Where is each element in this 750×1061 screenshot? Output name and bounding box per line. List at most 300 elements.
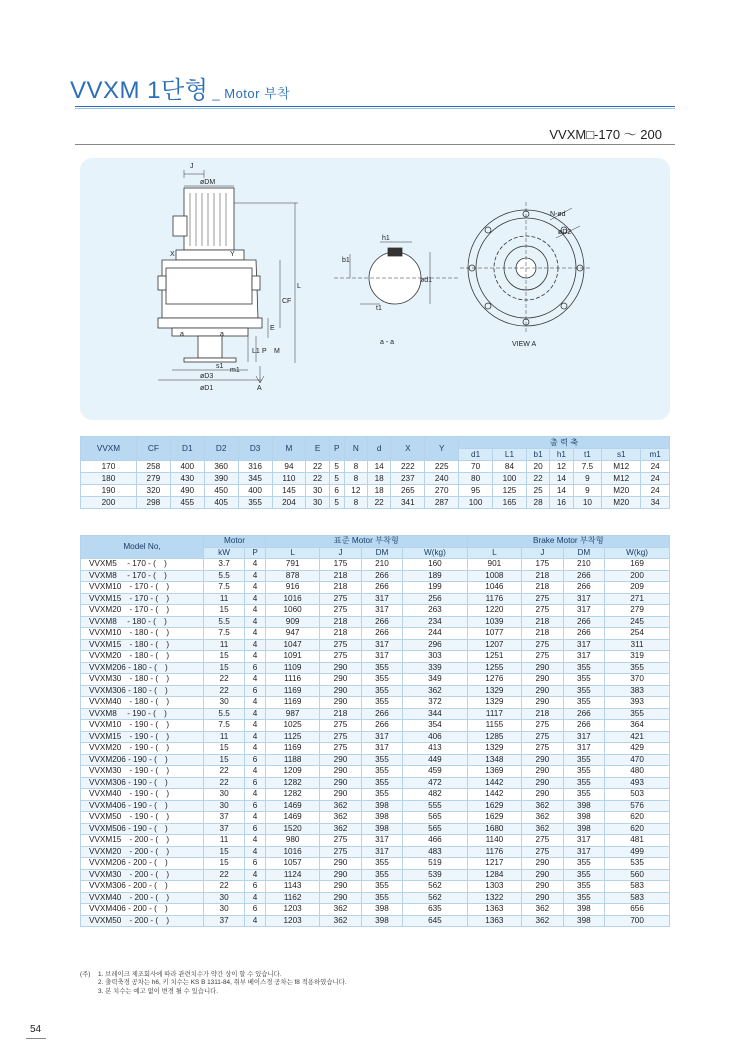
table-cell: 316: [238, 461, 272, 473]
table-cell: 30: [204, 892, 245, 904]
table-cell: 7.5: [204, 628, 245, 640]
dim-header-cell: CF: [136, 437, 170, 461]
dim-header-cell: D2: [204, 437, 238, 461]
table-cell: 290: [522, 869, 564, 881]
table-cell: 3.7: [204, 559, 245, 571]
model-table: [80, 535, 670, 927]
table-row: [81, 485, 670, 497]
note-line: 2. 출력축경 공차는 h6, 키 치수는 KS B 1311-84, 취부 베이스경 공차는 f8 적용하였습니다.: [98, 979, 347, 987]
table-cell: 362: [320, 812, 361, 824]
table-cell: 4: [245, 616, 266, 628]
table-cell: 355: [361, 685, 402, 697]
table-cell: 275: [522, 731, 564, 743]
table-cell: 22: [204, 685, 245, 697]
table-cell: 15: [204, 858, 245, 870]
table-cell: 1251: [467, 651, 521, 663]
page-title: [70, 70, 290, 105]
table-cell: 22: [306, 461, 329, 473]
shaft-col-header: h1: [550, 449, 573, 461]
table-cell: 290: [522, 777, 564, 789]
table-cell: 362: [522, 812, 564, 824]
model-name-cell: VVXM306 - 200 - ( ): [81, 881, 204, 893]
table-cell: 265: [391, 485, 425, 497]
table-cell: 1203: [265, 904, 319, 916]
table-row: [81, 869, 670, 881]
table-row: [81, 593, 670, 605]
note-line: 1. 브레이크 제조회사에 따라 관련치수가 약간 상이 할 수 있습니다.: [98, 971, 282, 978]
table-cell: 210: [361, 559, 402, 571]
terminal-box: [173, 216, 187, 236]
table-cell: 298: [136, 497, 170, 509]
table-cell: 354: [403, 720, 468, 732]
label-a-left: a: [180, 331, 184, 338]
table-cell: 180: [81, 473, 137, 485]
table-cell: 1469: [265, 812, 319, 824]
table-cell: 7.5: [204, 720, 245, 732]
table-cell: 355: [563, 777, 605, 789]
table-cell: 319: [605, 651, 670, 663]
table-cell: 204: [272, 497, 306, 509]
table-cell: 317: [361, 743, 402, 755]
series-label: VVXM□-170 ～ 200: [549, 127, 662, 142]
table-cell: 560: [605, 869, 670, 881]
model-name-cell: VVXM8 - 180 - ( ): [81, 616, 204, 628]
table-cell: 620: [605, 823, 670, 835]
table-cell: 413: [403, 743, 468, 755]
table-cell: 1363: [467, 904, 521, 916]
label-d1: ød1: [420, 277, 433, 284]
table-cell: 1303: [467, 881, 521, 893]
table-cell: 266: [563, 616, 605, 628]
table-cell: 275: [522, 846, 564, 858]
table-row: [81, 697, 670, 709]
table-cell: 279: [136, 473, 170, 485]
table-cell: 355: [563, 789, 605, 801]
table-cell: 275: [522, 835, 564, 847]
table-cell: 199: [403, 582, 468, 594]
table-cell: 355: [361, 662, 402, 674]
model-name-cell: VVXM306 - 190 - ( ): [81, 777, 204, 789]
table-cell: 429: [605, 743, 670, 755]
table-cell: 100: [493, 473, 527, 485]
label-D2: øD2: [558, 229, 572, 236]
table-cell: 218: [320, 628, 361, 640]
table-cell: 355: [563, 674, 605, 686]
table-cell: 30: [204, 789, 245, 801]
shaft-col-header: m1: [641, 449, 670, 461]
table-cell: 317: [563, 743, 605, 755]
dim-header-cell: d: [368, 437, 391, 461]
table-cell: 1629: [467, 800, 521, 812]
table-cell: 266: [361, 628, 402, 640]
table-cell: 9: [573, 485, 602, 497]
table-cell: 1155: [467, 720, 521, 732]
label-Nd: N-ød: [550, 211, 566, 218]
table-cell: 1109: [265, 662, 319, 674]
table-cell: 4: [245, 708, 266, 720]
table-cell: 95: [459, 485, 493, 497]
table-cell: 4: [245, 789, 266, 801]
table-cell: 218: [320, 570, 361, 582]
table-cell: 4: [245, 697, 266, 709]
table-cell: 275: [320, 593, 361, 605]
table-cell: 645: [403, 915, 468, 927]
table-row: [81, 731, 670, 743]
table-cell: 4: [245, 639, 266, 651]
table-cell: 1176: [467, 593, 521, 605]
table-cell: 270: [425, 485, 459, 497]
table-cell: 1016: [265, 593, 319, 605]
table-cell: 878: [265, 570, 319, 582]
table-row: [81, 570, 670, 582]
table-cell: 450: [204, 485, 238, 497]
table-cell: 37: [204, 823, 245, 835]
table-cell: 1363: [467, 915, 521, 927]
table-cell: 244: [403, 628, 468, 640]
table-cell: 393: [605, 697, 670, 709]
shaft-col-header: d1: [459, 449, 493, 461]
model-name-cell: VVXM40 - 200 - ( ): [81, 892, 204, 904]
model-name-cell: VVXM506 - 190 - ( ): [81, 823, 204, 835]
table-cell: 5: [329, 461, 344, 473]
notes-label: (주): [80, 971, 91, 978]
table-cell: 355: [361, 869, 402, 881]
table-row: [81, 639, 670, 651]
table-cell: 909: [265, 616, 319, 628]
table-row: [81, 754, 670, 766]
table-cell: 169: [605, 559, 670, 571]
table-cell: 535: [605, 858, 670, 870]
table-cell: 6: [245, 685, 266, 697]
table-cell: 360: [204, 461, 238, 473]
table-cell: 1203: [265, 915, 319, 927]
table-cell: 398: [563, 915, 605, 927]
table-cell: 190: [81, 485, 137, 497]
title-rule-light: [75, 108, 675, 109]
table-cell: 1209: [265, 766, 319, 778]
table-cell: 362: [320, 800, 361, 812]
model-name-cell: VVXM30 - 180 - ( ): [81, 674, 204, 686]
table-row: [81, 473, 670, 485]
table-cell: 503: [605, 789, 670, 801]
table-cell: 398: [361, 915, 402, 927]
model-sub-header: J: [320, 547, 361, 559]
table-cell: 9: [573, 473, 602, 485]
table-cell: 4: [245, 570, 266, 582]
table-cell: 1207: [467, 639, 521, 651]
table-cell: 317: [361, 639, 402, 651]
table-cell: 317: [563, 605, 605, 617]
label-h1: h1: [382, 235, 390, 242]
table-cell: 4: [245, 869, 266, 881]
table-cell: 20: [526, 461, 549, 473]
table-cell: 6: [245, 881, 266, 893]
table-cell: 10: [573, 497, 602, 509]
table-cell: 576: [605, 800, 670, 812]
drawing-svg: [80, 158, 670, 420]
table-cell: 1469: [265, 800, 319, 812]
table-cell: 37: [204, 915, 245, 927]
table-row: [81, 461, 670, 473]
table-cell: 555: [403, 800, 468, 812]
table-cell: 4: [245, 651, 266, 663]
table-cell: 218: [522, 708, 564, 720]
model-name-cell: VVXM15 - 190 - ( ): [81, 731, 204, 743]
table-row: [81, 743, 670, 755]
table-cell: 24: [641, 473, 670, 485]
table-row: [81, 497, 670, 509]
table-cell: 1125: [265, 731, 319, 743]
table-cell: 1285: [467, 731, 521, 743]
model-name-cell: VVXM206 - 180 - ( ): [81, 662, 204, 674]
table-cell: 189: [403, 570, 468, 582]
model-sub-header: DM: [361, 547, 402, 559]
page-title-sub: _ Motor 부착: [212, 86, 291, 101]
table-cell: 1255: [467, 662, 521, 674]
table-cell: 562: [403, 881, 468, 893]
output-shaft: [198, 336, 222, 358]
table-cell: 234: [403, 616, 468, 628]
table-cell: 290: [320, 766, 361, 778]
table-cell: 6: [245, 754, 266, 766]
table-row: [81, 881, 670, 893]
table-cell: 275: [522, 639, 564, 651]
table-cell: 372: [403, 697, 468, 709]
table-cell: 1629: [467, 812, 521, 824]
model-sub-header: P: [245, 547, 266, 559]
table-row: [81, 846, 670, 858]
table-cell: 22: [204, 674, 245, 686]
model-name-cell: VVXM406 - 190 - ( ): [81, 800, 204, 812]
table-cell: 317: [361, 593, 402, 605]
table-cell: 12: [550, 461, 573, 473]
footnotes: [80, 971, 347, 996]
table-cell: 30: [204, 904, 245, 916]
table-cell: 266: [361, 570, 402, 582]
model-sub-header: L: [265, 547, 319, 559]
table-cell: 28: [526, 497, 549, 509]
table-cell: 1140: [467, 835, 521, 847]
model-name-cell: VVXM20 - 190 - ( ): [81, 743, 204, 755]
table-cell: 22: [204, 777, 245, 789]
label-m1: m1: [230, 367, 240, 374]
table-cell: 266: [563, 720, 605, 732]
table-cell: 355: [605, 662, 670, 674]
table-cell: 290: [320, 777, 361, 789]
table-cell: 398: [563, 800, 605, 812]
label-L: L: [297, 283, 301, 290]
table-cell: 1276: [467, 674, 521, 686]
table-cell: 1169: [265, 697, 319, 709]
table-cell: 16: [550, 497, 573, 509]
table-cell: 200: [81, 497, 137, 509]
table-cell: 449: [403, 754, 468, 766]
table-cell: 15: [204, 754, 245, 766]
table-cell: 565: [403, 823, 468, 835]
table-cell: 275: [320, 743, 361, 755]
table-cell: 1520: [265, 823, 319, 835]
dim-header-cell: X: [391, 437, 425, 461]
table-row: [81, 674, 670, 686]
table-cell: 22: [306, 473, 329, 485]
model-name-cell: VVXM15 - 200 - ( ): [81, 835, 204, 847]
dimension-drawing: [80, 158, 670, 420]
table-cell: 398: [361, 800, 402, 812]
model-sub-header: W(kg): [403, 547, 468, 559]
table-cell: 6: [245, 823, 266, 835]
table-cell: 430: [170, 473, 204, 485]
table-cell: 6: [329, 485, 344, 497]
table-cell: 275: [320, 731, 361, 743]
table-cell: 355: [563, 858, 605, 870]
table-cell: 30: [306, 485, 329, 497]
label-t1: t1: [376, 305, 382, 312]
table-cell: 24: [641, 485, 670, 497]
table-cell: 34: [641, 497, 670, 509]
table-cell: 290: [320, 697, 361, 709]
table-cell: M20: [602, 497, 641, 509]
table-cell: 1442: [467, 777, 521, 789]
table-cell: 218: [522, 616, 564, 628]
table-cell: 398: [563, 812, 605, 824]
table-cell: 245: [605, 616, 670, 628]
motor-header: Motor: [204, 536, 266, 548]
table-cell: 901: [467, 559, 521, 571]
model-name-cell: VVXM10 - 180 - ( ): [81, 628, 204, 640]
table-row: [81, 858, 670, 870]
table-cell: 218: [320, 582, 361, 594]
table-cell: 290: [522, 789, 564, 801]
table-cell: 1117: [467, 708, 521, 720]
table-cell: 24: [641, 461, 670, 473]
table-cell: 317: [563, 639, 605, 651]
model-name-cell: VVXM15 - 170 - ( ): [81, 593, 204, 605]
table-cell: 344: [403, 708, 468, 720]
table-cell: 5.5: [204, 708, 245, 720]
table-cell: 70: [459, 461, 493, 473]
table-cell: 1220: [467, 605, 521, 617]
table-cell: 290: [522, 892, 564, 904]
table-cell: 791: [265, 559, 319, 571]
table-cell: 6: [245, 662, 266, 674]
table-cell: 1008: [467, 570, 521, 582]
model-name-cell: VVXM40 - 190 - ( ): [81, 789, 204, 801]
table-cell: 22: [204, 881, 245, 893]
table-cell: 200: [605, 570, 670, 582]
table-cell: 317: [563, 731, 605, 743]
table-cell: 362: [403, 685, 468, 697]
model-name-cell: VVXM10 - 170 - ( ): [81, 582, 204, 594]
table-cell: 483: [403, 846, 468, 858]
table-cell: 8: [344, 461, 367, 473]
table-cell: 455: [170, 497, 204, 509]
model-name-cell: VVXM20 - 170 - ( ): [81, 605, 204, 617]
table-cell: 275: [320, 651, 361, 663]
table-cell: 222: [391, 461, 425, 473]
table-cell: 656: [605, 904, 670, 916]
label-X1: X: [170, 251, 175, 258]
table-cell: 290: [522, 685, 564, 697]
model-name-cell: VVXM15 - 180 - ( ): [81, 639, 204, 651]
label-a-right: a: [220, 331, 224, 338]
table-cell: 30: [306, 497, 329, 509]
table-cell: 482: [403, 789, 468, 801]
table-cell: 405: [204, 497, 238, 509]
table-cell: 398: [361, 904, 402, 916]
table-cell: 1124: [265, 869, 319, 881]
table-cell: 317: [361, 846, 402, 858]
table-cell: 1047: [265, 639, 319, 651]
table-cell: 1046: [467, 582, 521, 594]
dimension-table: [80, 436, 670, 509]
table-row: [81, 651, 670, 663]
table-cell: 290: [320, 685, 361, 697]
model-name-cell: VVXM406 - 200 - ( ): [81, 904, 204, 916]
table-row: [81, 904, 670, 916]
table-cell: 14: [550, 485, 573, 497]
table-cell: 980: [265, 835, 319, 847]
table-cell: 275: [320, 835, 361, 847]
model-sub-header: L: [467, 547, 521, 559]
table-cell: 355: [361, 881, 402, 893]
table-cell: 266: [563, 582, 605, 594]
model-name-cell: VVXM10 - 190 - ( ): [81, 720, 204, 732]
table-cell: 22: [204, 766, 245, 778]
table-cell: 279: [605, 605, 670, 617]
table-cell: 37: [204, 812, 245, 824]
table-cell: 4: [245, 559, 266, 571]
table-cell: 317: [563, 835, 605, 847]
table-cell: 84: [493, 461, 527, 473]
table-cell: 470: [605, 754, 670, 766]
table-cell: 539: [403, 869, 468, 881]
table-cell: 466: [403, 835, 468, 847]
table-cell: 266: [563, 708, 605, 720]
table-cell: 5: [329, 473, 344, 485]
table-cell: 4: [245, 674, 266, 686]
table-cell: 275: [522, 743, 564, 755]
table-cell: 290: [522, 754, 564, 766]
model-name-cell: VVXM20 - 180 - ( ): [81, 651, 204, 663]
table-cell: 6: [245, 904, 266, 916]
table-cell: 218: [320, 616, 361, 628]
table-cell: 1016: [265, 846, 319, 858]
table-cell: 4: [245, 593, 266, 605]
table-cell: 1329: [467, 697, 521, 709]
table-cell: 266: [361, 720, 402, 732]
model-name-cell: VVXM8 - 170 - ( ): [81, 570, 204, 582]
table-cell: 290: [320, 881, 361, 893]
table-cell: 218: [522, 582, 564, 594]
title-rule: [75, 106, 675, 107]
table-cell: 355: [563, 766, 605, 778]
table-cell: 635: [403, 904, 468, 916]
table-cell: 275: [522, 605, 564, 617]
table-cell: 266: [563, 570, 605, 582]
table-cell: 398: [563, 823, 605, 835]
table-cell: 290: [522, 674, 564, 686]
table-cell: 1329: [467, 743, 521, 755]
table-row: [81, 616, 670, 628]
table-cell: 370: [605, 674, 670, 686]
page-number: 54: [30, 1024, 42, 1035]
table-cell: 362: [320, 904, 361, 916]
table-cell: 303: [403, 651, 468, 663]
table-cell: M20: [602, 485, 641, 497]
table-row: [81, 915, 670, 927]
page-title-main: VVXM 1단형: [70, 77, 209, 104]
table-cell: 296: [403, 639, 468, 651]
